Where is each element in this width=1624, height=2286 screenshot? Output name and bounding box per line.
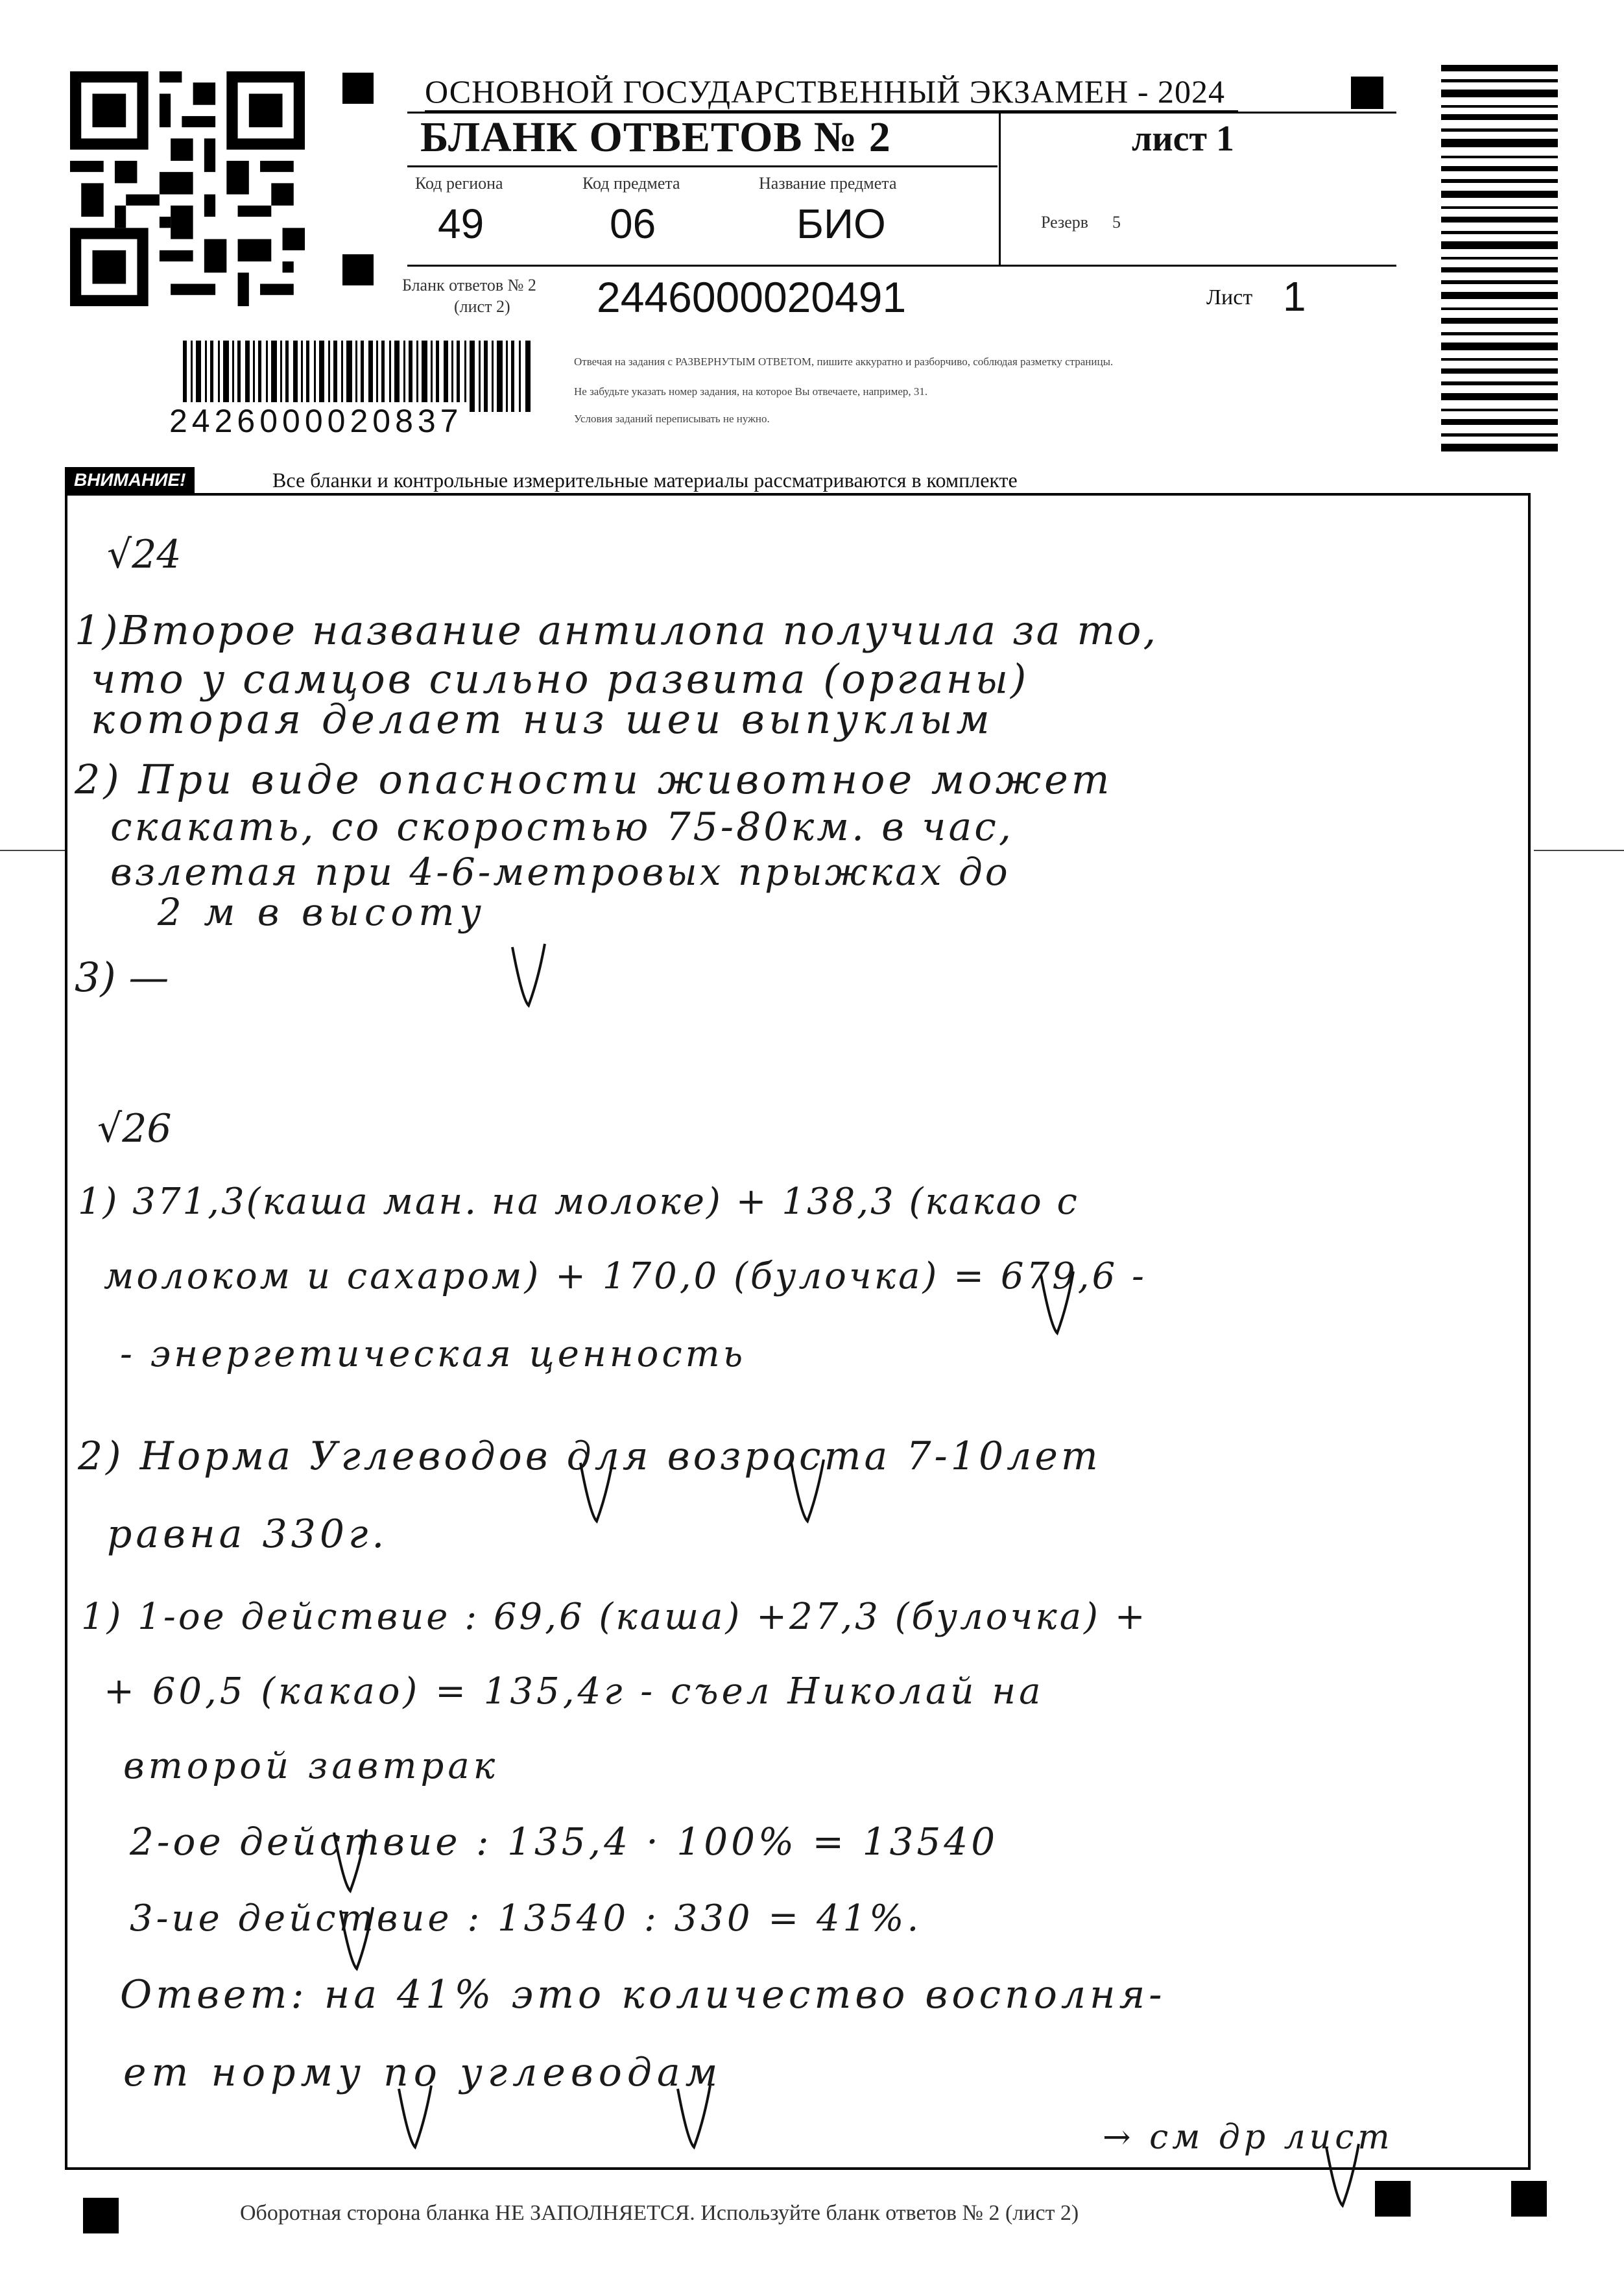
reserve-label: Резерв [1041,213,1089,232]
task-26-line-8: второй завтрак [123,1745,499,1787]
task-24-line-3: которая делает низ шеи выпуклым [91,695,994,743]
task-24-line-1: 1)Второе название антилопа получила за то, [75,607,1158,654]
header-rule-mid [407,165,997,167]
task-26-line-9: 2-ое действие : 135,4 · 100% = 13540 [130,1820,999,1864]
check-mark-icon [509,941,548,1012]
check-mark-icon [788,1456,827,1528]
task-24-line-8: 3) — [75,954,169,1001]
form-barcode [183,341,533,412]
task-26-line-13: → см др лист [1103,2118,1394,2157]
registration-mark-mid-left [342,254,374,285]
notice-badge: ВНИМАНИЕ! [65,467,195,493]
form-ref-line1: Бланк ответов № 2 [402,276,536,295]
instruction-line-2: Не забудьте указать номер задания, на которое Вы отвечаете, например, 31. [574,385,928,398]
margin-tick-left [0,850,65,851]
instruction-line-3: Условия заданий переписывать не нужно. [574,413,770,425]
header-rule-bottom [407,265,1396,267]
task-26-line-3: - энергетическая ценность [120,1333,746,1375]
form-number: 2446000020491 [597,273,907,321]
task-24-line-2: что у самцов сильно развита (органы) [91,655,1029,703]
check-mark-icon [577,1456,616,1528]
task-26-line-2: молоком и сахаром) + 170,0 (булочка) = 679,6 - [104,1255,1147,1297]
task-26-line-4: 2) Норма Углеводов для возроста 7-10лет [78,1434,1101,1479]
sheet-label: лист 1 [1132,119,1235,159]
subject-code-label: Код предмета [582,174,680,193]
check-mark-icon [396,2082,435,2154]
check-mark-icon [1323,2141,1362,2212]
check-mark-icon [675,2082,713,2154]
exam-title: ОСНОВНОЙ ГОСУДАРСТВЕННЫЙ ЭКЗАМЕН - 2024 [425,73,1238,112]
form-ref-line2: (лист 2) [454,297,510,316]
instruction-line-1: Отвечая на задания с РАЗВЕРНУТЫМ ОТВЕТОМ, пишите аккуратно и разборчиво, соблюдая разметку страницы. [574,355,1114,368]
barcode-number: 2426000020837 [165,402,467,440]
subject-code-value: 06 [610,200,656,247]
task-24-line-5: скакать, со скоростью 75-80км. в час, [110,804,1014,850]
qr-code [70,71,305,306]
check-mark-icon [337,1904,376,1975]
subject-name-value: БИО [796,200,886,247]
form-title: БЛАНК ОТВЕТОВ № 2 [420,114,891,161]
region-value: 49 [438,200,484,247]
check-mark-icon [331,1826,370,1897]
task-24-line-4: 2) При виде опасности животное может [75,756,1113,803]
registration-mark-bottom-3 [1511,2181,1547,2217]
registration-mark-bottom-1 [83,2198,119,2233]
task-24-line-7: 2 м в высоту [123,890,486,934]
task-26-line-1: 1) 371,3(каша ман. на молоке) + 138,3 (какао с [78,1181,1079,1223]
margin-tick-right [1534,850,1624,851]
task-26-line-7: + 60,5 (какао) = 135,4г - съел Николай на [104,1670,1044,1713]
registration-mark-bottom-2 [1375,2181,1411,2217]
task-26-line-12: ет норму по углеводам [123,2050,723,2095]
check-mark-icon [1038,1268,1077,1340]
notice-text: Все бланки и контрольные измерительные материалы рассматриваются в комплекте [272,468,1018,492]
region-label: Код региона [415,174,503,193]
task-24-number: √24 [107,532,182,577]
registration-mark-top-left [342,73,374,104]
sheet-field-value: 1 [1283,273,1306,320]
subject-name-label: Название предмета [759,174,897,193]
task-26-line-10: 3-ие действие : 13540 : 330 = 41%. [130,1897,922,1940]
reserve-value: 5 [1112,213,1121,232]
side-barcode [1441,65,1558,454]
task-24-line-6: взлетая при 4-6-метровых прыжках до [110,850,1010,894]
task-26-line-11: Ответ: на 41% это количество восполня- [120,1972,1166,2017]
task-26-line-6: 1) 1-ое действие : 69,6 (каша) +27,3 (булочка) + [81,1596,1148,1638]
task-26-number: √26 [97,1106,172,1151]
task-26-line-5: равна 330г. [107,1511,388,1557]
footer-note: Оборотная сторона бланка НЕ ЗАПОЛНЯЕТСЯ. Используйте бланк ответов № 2 (лист 2) [240,2201,1079,2225]
sheet-field-label: Лист [1206,285,1253,309]
header-divider-vertical [999,112,1001,266]
registration-mark-top-right [1351,77,1383,109]
